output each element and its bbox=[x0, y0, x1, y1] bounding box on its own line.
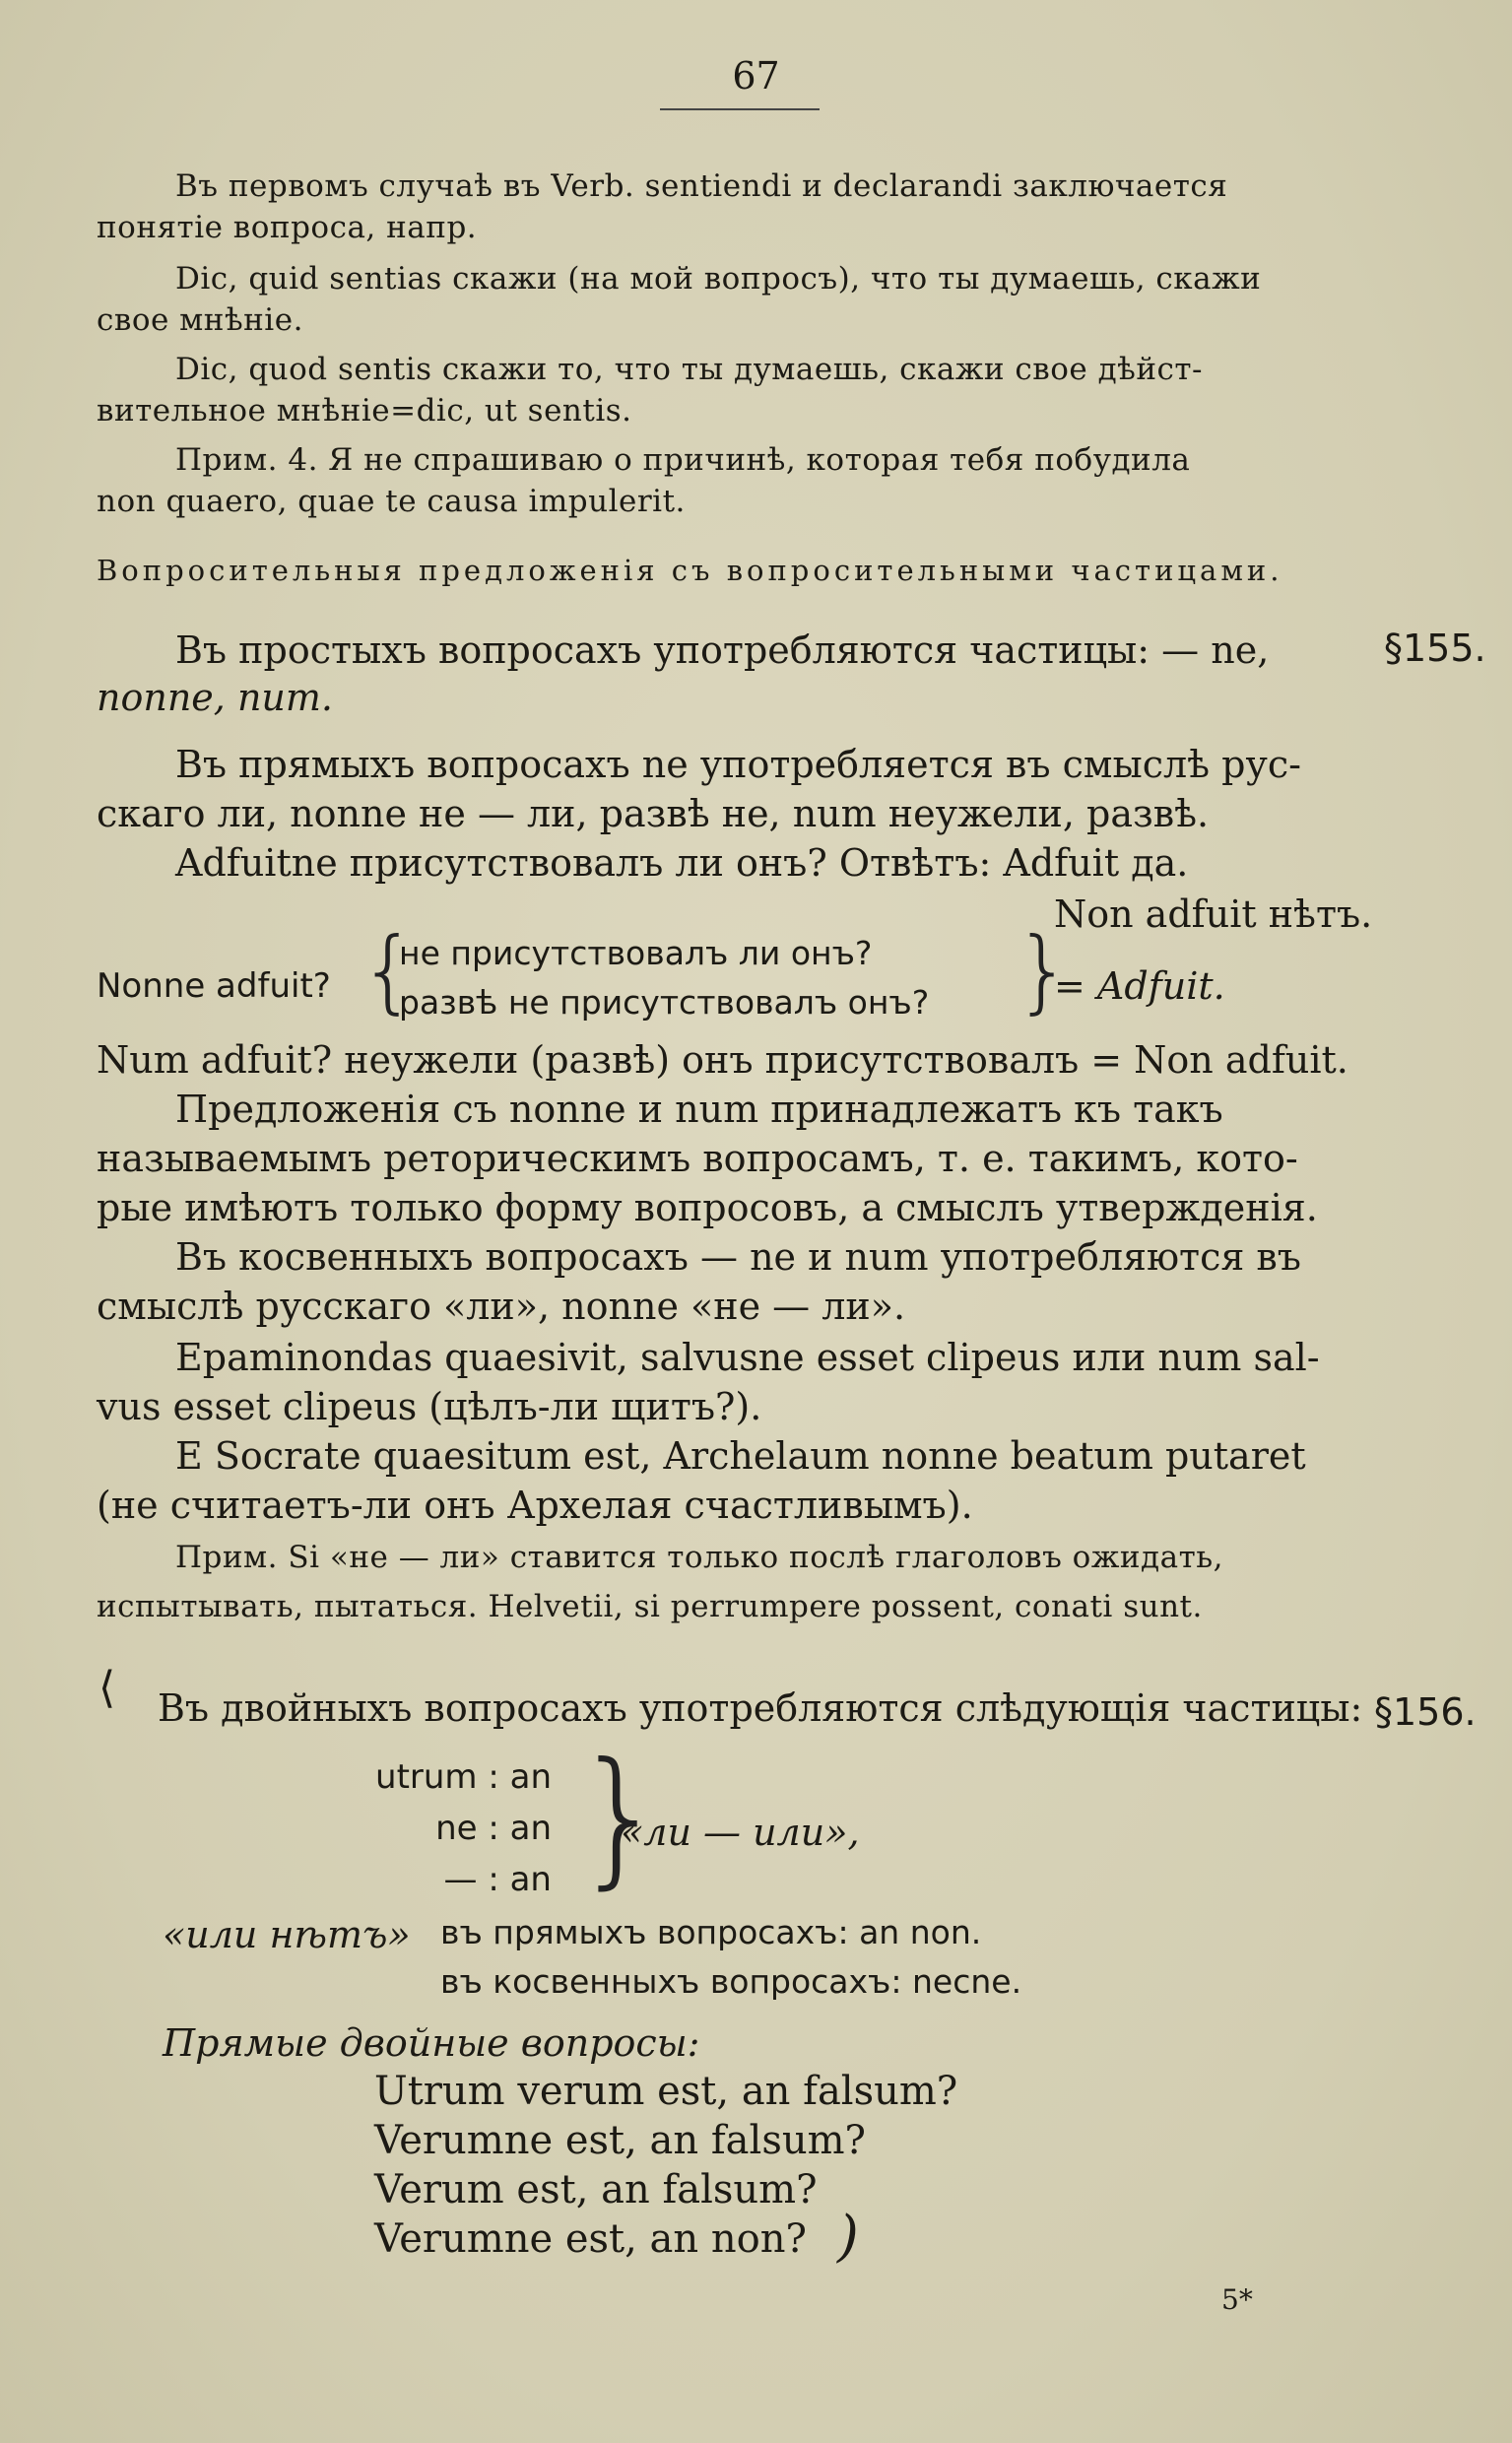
text-line: смыслѣ русскаго «ли», nonne «не — ли». bbox=[97, 1285, 906, 1328]
handwritten-brace-mark: ) bbox=[837, 2205, 859, 2269]
direct-heading: Прямые двойные вопросы: bbox=[163, 2021, 700, 2065]
text-line: Въ прямыхъ вопросахъ ne употребляется въ смыслѣ рус- bbox=[175, 743, 1301, 786]
note-line: non quaero, quae te causa impulerit. bbox=[97, 484, 686, 519]
example-line: E Socrate quaesitum est, Archelaum nonne beatum putaret bbox=[175, 1434, 1306, 1478]
indirect-rule: въ косвенныхъ вопросахъ: necne. bbox=[440, 1962, 1022, 2001]
example-line: Verum est, an falsum? bbox=[374, 2167, 818, 2212]
pair-meaning: «ли — или», bbox=[621, 1811, 860, 1854]
text-line: nonne, num. bbox=[97, 676, 334, 719]
nonne-label: Nonne adfuit? bbox=[97, 966, 331, 1006]
text-line: Въ простыхъ вопросахъ употребляются частицы: — ne, bbox=[175, 628, 1270, 672]
text-line: называемымъ реторическимъ вопросамъ, т. е. такимъ, кото- bbox=[97, 1137, 1298, 1180]
example-line: (не считаетъ-ли онъ Архелая счастливымъ). bbox=[97, 1484, 973, 1527]
example-line: Verumne est, an non? bbox=[374, 2216, 807, 2262]
example-line: Non adfuit нѣтъ. bbox=[1054, 892, 1373, 936]
pair-brace: } bbox=[573, 1732, 668, 1903]
text-line: Num adfuit? неужели (развѣ) онъ присутствовалъ = Non adfuit. bbox=[97, 1038, 1348, 1082]
particle-pair: utrum : an bbox=[375, 1757, 552, 1797]
paragraph-line: свое мнѣніе. bbox=[97, 302, 303, 338]
nonne-option: не присутствовалъ ли онъ? bbox=[399, 934, 873, 972]
example-line: Utrum verum est, an falsum? bbox=[374, 2069, 958, 2114]
particle-pair: ne : an bbox=[435, 1809, 552, 1848]
example-line: vus esset clipeus (цѣлъ-ли щитъ?). bbox=[97, 1385, 762, 1428]
right-brace: } bbox=[1015, 918, 1073, 1023]
paragraph-line: Dic, quod sentis скажи то, что ты думаешь, скажи свое дѣйст- bbox=[175, 352, 1204, 387]
text-line: рые имѣютъ только форму вопросовъ, а смыслъ утвержденія. bbox=[97, 1186, 1318, 1229]
paragraph-line: вительное мнѣніе=dic, ut sentis. bbox=[97, 393, 632, 429]
text-line: Въ двойныхъ вопросахъ употребляются слѣдующія частицы: bbox=[158, 1686, 1363, 1730]
paragraph-line: Dic, quid sentias скажи (на мой вопросъ), что ты думаешь, скажи bbox=[175, 261, 1262, 297]
example-line: Verumne est, an falsum? bbox=[374, 2118, 866, 2163]
paragraph-line: понятіе вопроса, напр. bbox=[97, 210, 478, 245]
note-line: Прим. 4. Я не спрашиваю о причинѣ, которая тебя побудила bbox=[175, 442, 1191, 478]
note-line: испытывать, пытаться. Helvetii, si perrumpere possent, conati sunt. bbox=[97, 1589, 1203, 1624]
ili-net-label: «или нѣтъ» bbox=[163, 1913, 411, 1956]
note-line: Прим. Si «не — ли» ставится только послѣ глаголовъ ожидать, bbox=[175, 1540, 1223, 1575]
text-line: Въ косвенныхъ вопросахъ — ne и num употребляются въ bbox=[175, 1235, 1301, 1279]
nonne-option: развѣ не присутствовалъ онъ? bbox=[399, 983, 930, 1022]
page-number: 67 bbox=[732, 54, 780, 98]
particle-pair: — : an bbox=[443, 1860, 552, 1899]
section-number: §156. bbox=[1374, 1690, 1477, 1734]
section-number: §155. bbox=[1384, 627, 1486, 670]
text-line: скаго ли, nonne не — ли, развѣ не, num неужели, развѣ. bbox=[97, 792, 1210, 835]
example-line: Adfuitne присутствовалъ ли онъ? Отвѣтъ: Adfuit да. bbox=[175, 841, 1189, 885]
example-line: Epaminondas quaesivit, salvusne esset clipeus или num sal- bbox=[175, 1336, 1320, 1379]
nonne-answer: = Adfuit. bbox=[1054, 964, 1225, 1008]
section-heading: Вопросительныя предложенія съ вопросительными частицами. bbox=[97, 554, 1283, 587]
direct-rule: въ прямыхъ вопросахъ: an non. bbox=[440, 1913, 982, 1951]
header-rule bbox=[660, 108, 820, 110]
signature-mark: 5* bbox=[1221, 2283, 1253, 2316]
handwritten-bracket-mark: ⟨ bbox=[99, 1663, 116, 1713]
paragraph-line: Въ первомъ случаѣ въ Verb. sentiendi и declarandi заключается bbox=[175, 168, 1228, 204]
text-line: Предложенія съ nonne и num принадлежатъ къ такъ bbox=[175, 1088, 1223, 1131]
left-brace: { bbox=[360, 918, 418, 1023]
